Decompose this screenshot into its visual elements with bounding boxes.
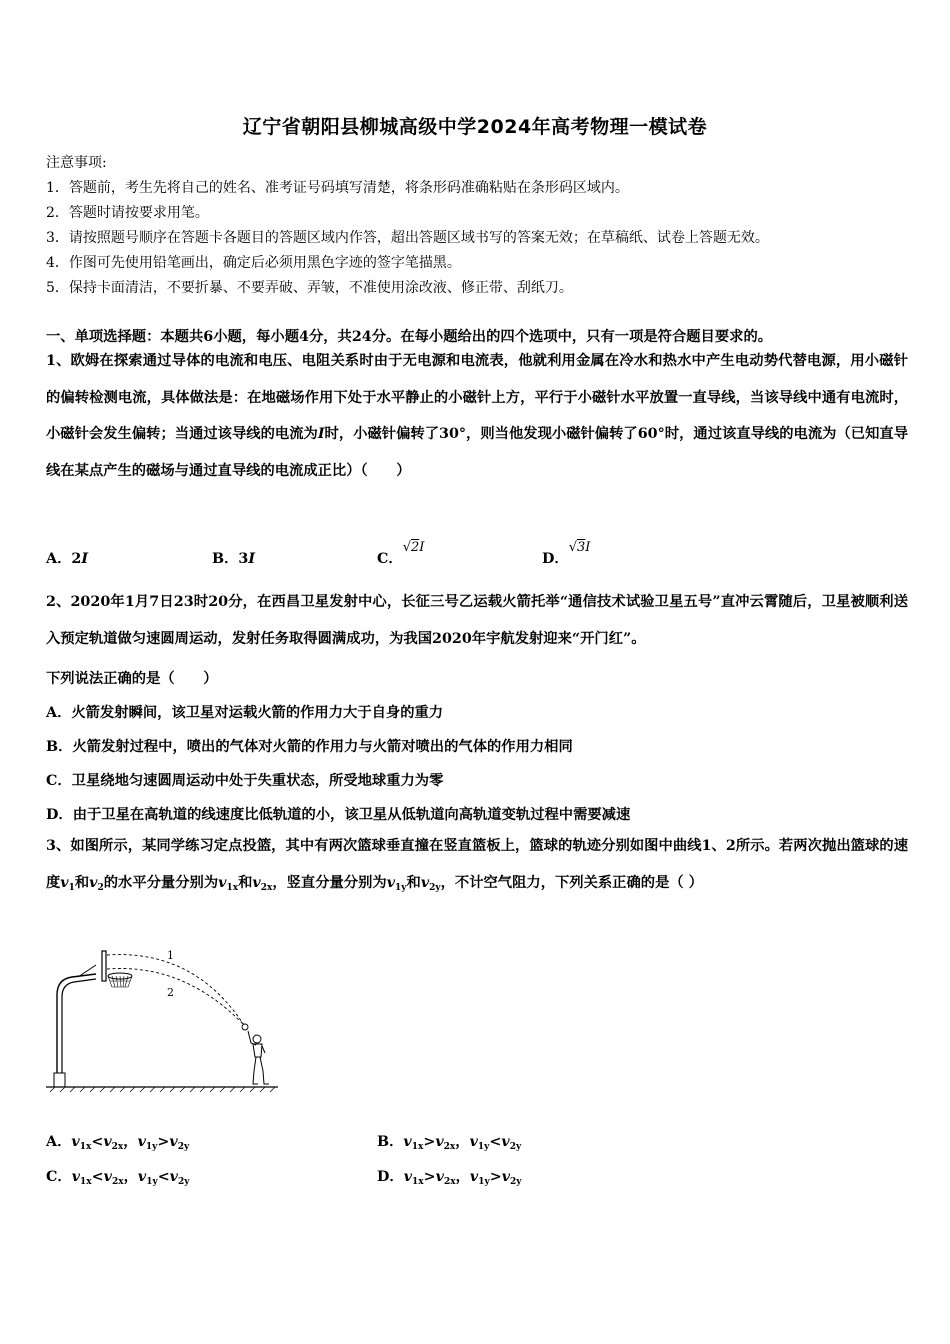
relation-x: > [423,1169,436,1185]
q1-option-d-var: I [585,540,591,555]
stand-pole-outer [57,974,96,1073]
q3-v1: v [60,874,69,891]
question-3-stem [46,828,908,906]
q1-option-d-label: D． [542,551,569,567]
q1-option-c-radicand: 2 [410,540,420,555]
q1-option-a [46,548,88,568]
q1-option-d-radicand: 3 [577,540,586,555]
ground-hatch [50,1087,275,1092]
q1-option-c-var: I [419,540,425,555]
q3-text-part1: 3、如图所示，某同学练习定点投篮，其中有两次篮球垂直撞在竖直篮板上，篮球的轨迹分别如图中曲线1、2所示。若两次抛出篮球的速度 [46,838,908,891]
q1-option-c-label: C． [377,551,403,567]
sub-1x: 1x [411,1142,424,1152]
sub-1x: 1x [412,1177,424,1187]
v-symbol: v [469,1134,478,1150]
q3-v1x: v [218,874,227,891]
q3-option-d-label: D． [377,1169,404,1185]
q3-v2y-sub: 2y [429,882,441,893]
q3-option-b [377,1131,521,1152]
v-symbol: v [435,1134,444,1150]
relation-y: > [157,1134,170,1150]
q3-v2y: v [420,874,430,891]
sub-2x: 2x [443,1142,456,1152]
q3-v1-sub: 1 [68,882,75,893]
q3-and-2: 和 [238,874,253,891]
q1-text-part1: 1、欧姆在探索通过导体的电流和电压、电阻关系时由于无电源和电流表，他就利用金属在冷水和热水中产生电动势代替电源，用小磁针的偏转检测电流，具体做法是：在地磁场作用下处于水平静止的小磁针上方，平行于小磁针水平放置一直导线，当该导线中通有电流时，小磁针会发生偏转；当通过该导线的电流为 [46,353,908,442]
q3-option-a-label: A． [46,1134,72,1150]
notes-item-1: 1．答题前，考生先将自己的姓名、准考证号码填写清楚，将条形码准确粘贴在条形码区域内。 [46,180,629,196]
v-symbol: v [103,1134,112,1150]
q1-option-b-var: I [248,551,256,567]
v-symbol: v [435,1169,444,1185]
v-symbol: v [137,1134,146,1150]
q2-option-a: A．火箭发射瞬间，该卫星对运载火箭的作用力大于自身的重力 [46,705,444,721]
q1-option-a-coef: 2 [71,551,82,567]
q3-v2-sub: 2 [97,882,104,893]
q3-and-1: 和 [74,874,90,891]
q3-and-3: 和 [406,874,421,891]
sub-2y: 2y [177,1177,190,1187]
notes-item-4: 4．作图可先使用铅笔画出，确定后必须用黑色字迹的签字笔描黑。 [46,255,461,271]
q1-option-d [542,540,591,568]
q2-question: 下列说法正确的是（ ） [46,671,218,687]
q3-text-part4: ，不计空气阻力，下列关系正确的是（ ） [440,874,703,891]
relation-x: < [91,1134,104,1150]
basketball [242,1024,248,1030]
sub-1x: 1x [79,1142,92,1152]
notes-heading: 注意事项: [46,155,107,171]
v-symbol: v [71,1169,80,1185]
notes-item-3: 3．请按照题号顺序在答题卡各题目的答题区域内作答，超出答题区域书写的答案无效；在草稿纸、试卷上答题无效。 [46,230,769,246]
v-symbol: v [137,1169,147,1185]
q3-v2x: v [252,874,261,891]
v-symbol: v [501,1134,510,1150]
sub-2x: 2x [111,1177,124,1187]
q2-option-c: C．卫星绕地匀速圆周运动中处于失重状态，所受地球重力为零 [46,773,444,789]
v-symbol: v [103,1169,112,1185]
separator: ， [455,1169,470,1185]
separator: ， [455,1134,470,1150]
basketball-trajectory-figure [44,943,284,1093]
v-symbol: v [403,1169,413,1185]
sub-2y: 2y [177,1142,190,1152]
q1-option-d-radical [569,540,591,555]
separator: ， [123,1169,138,1185]
sqrt-icon: √ [568,540,577,555]
sqrt-icon: √ [402,540,411,555]
sub-2x: 2x [443,1177,456,1187]
q3-text-part3: ，竖直分量分别为 [272,874,387,891]
notes-item-5: 5．保持卡面清洁，不要折暴、不要弄破、弄皱，不准使用涂改液、修正带、刮纸刀。 [46,280,573,296]
v-symbol: v [469,1169,479,1185]
q1-option-c-radical [403,540,425,555]
q3-v1y-sub: 1y [395,882,407,893]
trajectory-curve-1 [107,955,244,1025]
q3-option-c [46,1166,189,1187]
curve-1-label: 1 [167,949,174,962]
q1-option-b-label: B． [212,551,239,567]
v-symbol: v [403,1134,412,1150]
relation-y: > [489,1169,502,1185]
sub-2y: 2y [509,1142,522,1152]
q3-option-b-label: B． [377,1134,404,1150]
sub-2y: 2y [510,1177,522,1187]
player-figure [248,1031,269,1084]
q2-option-b: B．火箭发射过程中，喷出的气体对火箭的作用力与火箭对喷出的气体的作用力相同 [46,739,573,755]
q1-option-a-var: I [81,551,89,567]
section1-header: 一、单项选择题：本题共6小题，每小题4分，共24分。在每小题给出的四个选项中，只有一项是符合题目要求的。 [46,329,773,345]
q1-option-a-label: A． [46,551,72,567]
v-symbol: v [169,1134,178,1150]
notes-item-2: 2．答题时请按要求用笔。 [46,205,209,221]
sub-2x: 2x [111,1142,124,1152]
stand-pole-inner [62,979,96,1073]
q3-v1y: v [386,874,396,891]
relation-x: < [91,1169,104,1185]
relation-y: < [157,1169,170,1185]
relation-x: > [423,1134,436,1150]
q3-v1x-sub: 1x [226,882,239,893]
sub-1y: 1y [478,1177,490,1187]
q1-text-part2: 时，小磁针偏转了30°，则当他发现小磁针偏转了60°时，通过该直导线的电流为（已知直导线在某点产生的磁场与通过直导线的电流成正比）（ ） [46,426,908,479]
q2-option-d: D．由于卫星在高轨道的线速度比低轨道的小，该卫星从低轨道向高轨道变轨过程中需要减速 [46,807,631,823]
question-2-stem: 2、2020年1月7日23时20分，在西昌卫星发射中心，长征三号乙运载火箭托举“通信技术试验卫星五号”直冲云霄随后，卫星被顺利送入预定轨道做匀速圆周运动，发射任务取得圆满成功，为我国2020年宇航发射迎来“开门红”。 [46,594,908,647]
sub-1y: 1y [477,1142,490,1152]
q3-v2: v [89,874,98,891]
q1-option-c [377,540,425,568]
q1-option-b-coef: 3 [238,551,249,567]
backboard [102,951,106,981]
curve-2-label: 2 [167,986,174,999]
v-symbol: v [71,1134,80,1150]
sub-1y: 1y [146,1177,158,1187]
q1-option-b [212,548,255,568]
question-1-stem [46,343,908,489]
q3-option-d [377,1166,522,1187]
q1-var-I: I [317,426,325,442]
page-title: 辽宁省朝阳县柳城高级中学2024年高考物理一模试卷 [242,116,708,138]
q3-text-part2: 的水平分量分别为 [103,874,219,891]
v-symbol: v [501,1169,510,1185]
sub-1y: 1y [145,1142,158,1152]
v-symbol: v [169,1169,178,1185]
separator: ， [123,1134,138,1150]
q3-option-a [46,1131,189,1152]
relation-y: < [489,1134,502,1150]
stand-base [54,1073,65,1087]
q3-option-c-label: C． [46,1169,72,1185]
q3-v2x-sub: 2x [260,882,273,893]
sub-1x: 1x [80,1177,92,1187]
